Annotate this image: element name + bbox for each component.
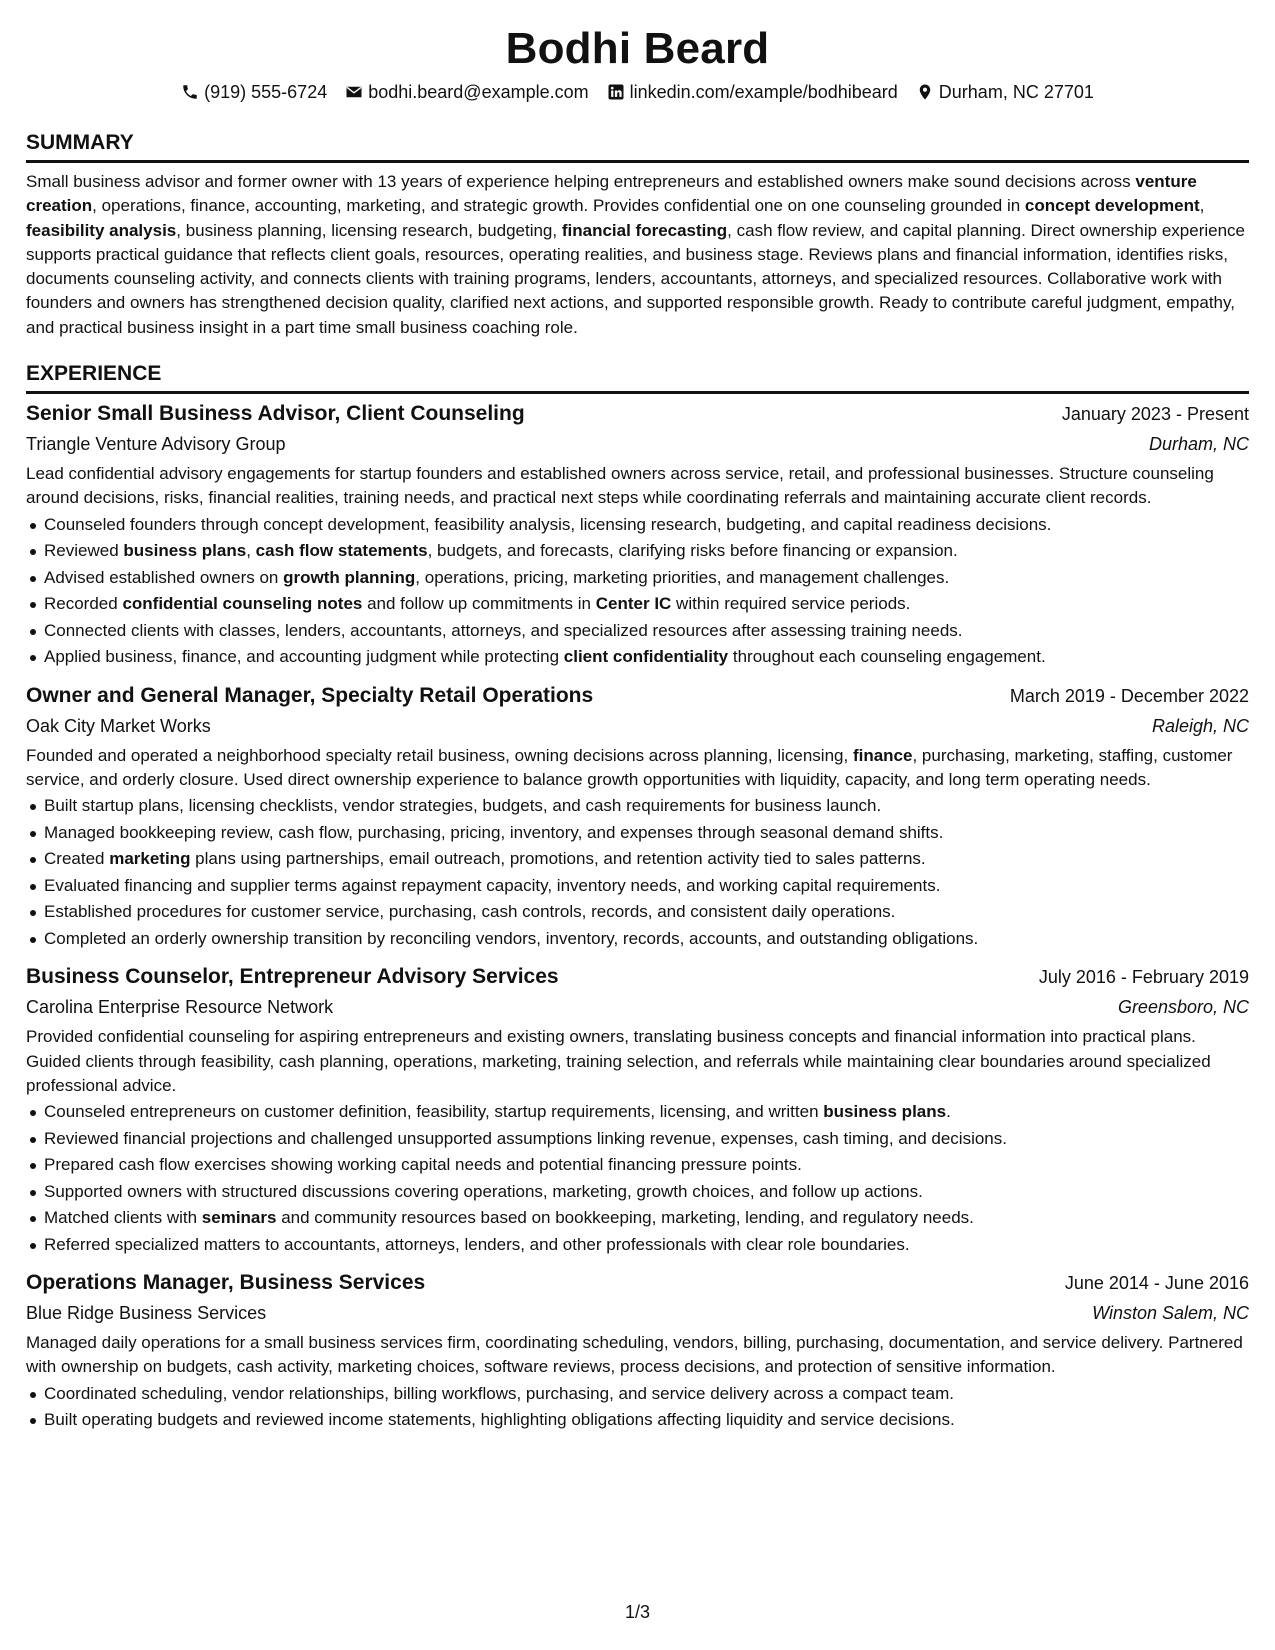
job-company-row — [26, 711, 1249, 741]
contact-linkedin[interactable] — [607, 80, 898, 104]
candidate-name: Bodhi Beard — [505, 24, 770, 73]
job-bullet: Completed an orderly ownership transition by reconciling vendors, inventory, records, accounts, and outstanding obligations. — [26, 926, 1249, 953]
job-bullet: Applied business, finance, and accounting judgment while protecting client confidentiality throughout each counseling engagement. — [26, 644, 1249, 671]
job-bullets — [26, 1099, 1249, 1258]
email-text: bodhi.beard@example.com — [368, 82, 589, 102]
experience-entry — [26, 399, 1249, 671]
job-company-row — [26, 1298, 1249, 1328]
location-text: Durham, NC 27701 — [938, 82, 1094, 102]
job-header-row — [26, 399, 1249, 429]
job-bullet: Recorded confidential counseling notes and follow up commitments in Center IC within required service periods. — [26, 591, 1249, 618]
summary-section — [26, 129, 1249, 340]
job-dates: June 2014 - June 2016 — [1064, 1273, 1249, 1294]
experience-entry — [26, 1268, 1249, 1434]
job-bullet: Reviewed financial projections and challenged unsupported assumptions linking revenue, expenses, cash timing, and decisions. — [26, 1126, 1249, 1153]
job-bullet: Evaluated financing and supplier terms against repayment capacity, inventory needs, and working capital requirements. — [26, 873, 1249, 900]
envelope-icon — [345, 83, 363, 101]
job-bullets — [26, 1381, 1249, 1434]
experience-list — [26, 399, 1249, 1434]
job-company: Oak City Market Works — [26, 715, 211, 736]
job-bullet: Prepared cash flow exercises showing working capital needs and potential financing pressure points. — [26, 1152, 1249, 1179]
job-company: Triangle Venture Advisory Group — [26, 434, 286, 455]
job-location: Winston Salem, NC — [1092, 1303, 1249, 1324]
experience-entry — [26, 681, 1249, 953]
experience-section — [26, 360, 1249, 1434]
job-bullet: Managed bookkeeping review, cash flow, purchasing, pricing, inventory, and expenses through seasonal demand shifts. — [26, 820, 1249, 847]
job-title: Senior Small Business Advisor, Client Counseling — [26, 402, 525, 426]
experience-heading: EXPERIENCE — [26, 360, 1249, 394]
phone-icon — [181, 83, 199, 101]
job-description: Managed daily operations for a small business services firm, coordinating scheduling, vendors, billing, purchasing, documentation, and service delivery. Partnered with ownership on budgets, cash activity, marketing choices, software reviews, process decisions, and protection of sensitive information. — [26, 1333, 1243, 1377]
experience-entry — [26, 962, 1249, 1258]
job-bullets — [26, 512, 1249, 671]
job-title: Owner and General Manager, Specialty Retail Operations — [26, 683, 594, 707]
job-bullet: Built startup plans, licensing checklists, vendor strategies, budgets, and cash requirements for business launch. — [26, 793, 1249, 820]
contact-phone — [181, 80, 327, 104]
job-header-row — [26, 1268, 1249, 1298]
contact-bar — [26, 80, 1249, 104]
job-header-row — [26, 681, 1249, 711]
job-dates: January 2023 - Present — [1061, 404, 1249, 425]
job-title: Operations Manager, Business Services — [26, 1271, 426, 1295]
job-bullets — [26, 793, 1249, 952]
job-description: Founded and operated a neighborhood specialty retail business, owning decisions across planning, licensing, finance, purchasing, marketing, staffing, customer service, and orderly closure. Used direct ownership experience to balance growth opportunities with liquidity, capacity, and long term operating needs. — [26, 745, 1233, 789]
job-bullet: Coordinated scheduling, vendor relationships, billing workflows, purchasing, and service delivery across a compact team. — [26, 1381, 1249, 1408]
job-bullet: Counseled entrepreneurs on customer definition, feasibility, startup requirements, licensing, and written business plans. — [26, 1099, 1249, 1126]
phone-text: (919) 555-6724 — [204, 82, 328, 102]
job-title: Business Counselor, Entrepreneur Advisory Services — [26, 965, 559, 989]
map-pin-icon — [916, 83, 934, 101]
job-bullet: Reviewed business plans, cash flow statements, budgets, and forecasts, clarifying risks before financing or expansion. — [26, 538, 1249, 565]
job-company: Carolina Enterprise Resource Network — [26, 997, 334, 1018]
linkedin-text: linkedin.com/example/bodhibeard — [629, 82, 898, 102]
summary-heading: SUMMARY — [26, 129, 1249, 163]
job-bullet: Built operating budgets and reviewed income statements, highlighting obligations affecting liquidity and service decisions. — [26, 1407, 1249, 1434]
job-location: Raleigh, NC — [1151, 715, 1249, 736]
job-bullet: Referred specialized matters to accountants, attorneys, lenders, and other professionals with clear role boundaries. — [26, 1232, 1249, 1259]
job-company: Blue Ridge Business Services — [26, 1303, 267, 1324]
contact-email[interactable] — [345, 80, 588, 104]
job-dates: July 2016 - February 2019 — [1038, 967, 1249, 988]
job-bullet: Created marketing plans using partnerships, email outreach, promotions, and retention activity tied to sales patterns. — [26, 846, 1249, 873]
job-bullet: Matched clients with seminars and community resources based on bookkeeping, marketing, lending, and regulatory needs. — [26, 1205, 1249, 1232]
resume-header — [26, 22, 1249, 104]
summary-text: Small business advisor and former owner with 13 years of experience helping entrepreneurs and established owners make sound decisions across venture creation, operations, finance, accounting, marketing, and strategic growth. Provides confidential one on one counseling grounded in concept development, feasibility analysis, business planning, licensing research, budgeting, financial forecasting, cash flow review, and capital planning. Direct ownership experience supports practical guidance that reflects client goals, resources, operating realities, and business stage. Reviews plans and financial information, identifies risks, documents counseling activity, and connects clients with training programs, lenders, accountants, attorneys, and specialized resources. Collaborative work with founders and owners has strengthened decision quality, clarified next actions, and supported responsible growth. Ready to contribute careful judgment, empathy, and practical business insight in a part time small business coaching role. — [26, 172, 1246, 337]
job-bullet: Established procedures for customer service, purchasing, cash controls, records, and consistent daily operations. — [26, 899, 1249, 926]
job-header-row — [26, 962, 1249, 992]
job-bullet: Advised established owners on growth planning, operations, pricing, marketing priorities, and management challenges. — [26, 565, 1249, 592]
job-company-row — [26, 992, 1249, 1022]
contact-location — [916, 80, 1094, 104]
job-bullet: Connected clients with classes, lenders, accountants, attorneys, and specialized resources after assessing training needs. — [26, 618, 1249, 645]
job-dates: March 2019 - December 2022 — [1009, 685, 1249, 706]
job-location: Durham, NC — [1148, 434, 1249, 455]
job-company-row — [26, 429, 1249, 459]
linkedin-icon — [607, 83, 625, 101]
job-description: Provided confidential counseling for aspiring entrepreneurs and existing owners, translating business concepts and financial information into practical plans. Guided clients through feasibility, cash planning, operations, marketing, training selection, and referrals while maintaining clear boundaries around specialized professional advice. — [26, 1027, 1211, 1095]
page-number: 1/3 — [624, 1602, 651, 1622]
job-bullet: Supported owners with structured discussions covering operations, marketing, growth choices, and follow up actions. — [26, 1179, 1249, 1206]
job-bullet: Counseled founders through concept development, feasibility analysis, licensing research, budgeting, and capital readiness decisions. — [26, 512, 1249, 539]
job-description: Lead confidential advisory engagements for startup founders and established owners across service, retail, and professional businesses. Structure counseling around decisions, risks, financial realities, training needs, and practical next steps while coordinating referrals and maintaining accurate client records. — [26, 464, 1214, 508]
job-location: Greensboro, NC — [1117, 997, 1249, 1018]
